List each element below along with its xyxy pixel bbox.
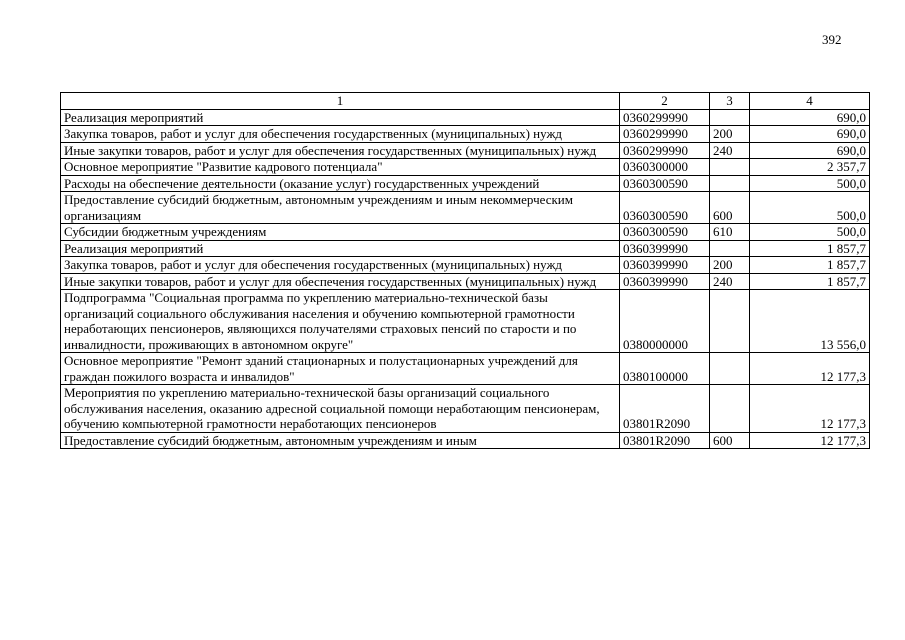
table-row — [61, 142, 870, 159]
budget-table — [60, 92, 870, 449]
row-name: Мероприятия по укреплению материально-технической базы организаций социального обслуживания населения, оказанию адресной социальной помощи неработающим пенсионерам, обучению компьютерной грамотности неработающих пенсионеров — [61, 385, 620, 433]
row-code: 0360300000 — [620, 159, 710, 176]
row-type: 200 — [710, 126, 750, 143]
row-sum: 2 357,7 — [750, 159, 870, 176]
row-name: Закупка товаров, работ и услуг для обеспечения государственных (муниципальных) нужд — [61, 126, 620, 143]
header-col-3: 3 — [710, 93, 750, 110]
row-code: 0360299990 — [620, 126, 710, 143]
page-number: 392 — [822, 32, 842, 47]
row-type: 600 — [710, 432, 750, 449]
table-row — [61, 126, 870, 143]
row-type: 200 — [710, 257, 750, 274]
row-sum: 500,0 — [750, 192, 870, 224]
row-name: Иные закупки товаров, работ и услуг для обеспечения государственных (муниципальных) нужд — [61, 142, 620, 159]
row-type — [710, 290, 750, 353]
table-row — [61, 257, 870, 274]
row-sum: 690,0 — [750, 126, 870, 143]
header-col-4: 4 — [750, 93, 870, 110]
row-code: 0380000000 — [620, 290, 710, 353]
row-code: 0360299990 — [620, 142, 710, 159]
row-name: Иные закупки товаров, работ и услуг для обеспечения государственных (муниципальных) нужд — [61, 273, 620, 290]
row-type — [710, 240, 750, 257]
row-code: 0360399990 — [620, 257, 710, 274]
row-code: 0360300590 — [620, 192, 710, 224]
row-sum: 1 857,7 — [750, 273, 870, 290]
row-name: Реализация мероприятий — [61, 109, 620, 126]
row-type — [710, 109, 750, 126]
row-type: 240 — [710, 273, 750, 290]
table-row — [61, 273, 870, 290]
header-col-1: 1 — [61, 93, 620, 110]
row-name: Расходы на обеспечение деятельности (оказание услуг) государственных учреждений — [61, 175, 620, 192]
row-sum: 12 177,3 — [750, 353, 870, 385]
row-code: 0360399990 — [620, 240, 710, 257]
row-sum: 13 556,0 — [750, 290, 870, 353]
row-code: 0360299990 — [620, 109, 710, 126]
row-name: Основное мероприятие "Развитие кадрового потенциала" — [61, 159, 620, 176]
table-row — [61, 290, 870, 353]
table-row — [61, 353, 870, 385]
row-sum: 1 857,7 — [750, 257, 870, 274]
row-name: Субсидии бюджетным учреждениям — [61, 224, 620, 241]
row-sum: 12 177,3 — [750, 385, 870, 433]
row-type — [710, 385, 750, 433]
table-row — [61, 159, 870, 176]
row-sum: 1 857,7 — [750, 240, 870, 257]
header-col-2: 2 — [620, 93, 710, 110]
row-name: Закупка товаров, работ и услуг для обеспечения государственных (муниципальных) нужд — [61, 257, 620, 274]
row-code: 03801R2090 — [620, 432, 710, 449]
table-row — [61, 385, 870, 433]
row-code: 03801R2090 — [620, 385, 710, 433]
row-name: Предоставление субсидий бюджетным, автономным учреждениям и иным некоммерческим организациям — [61, 192, 620, 224]
row-code: 0360300590 — [620, 224, 710, 241]
row-type — [710, 353, 750, 385]
row-type: 600 — [710, 192, 750, 224]
table-row — [61, 175, 870, 192]
row-code: 0380100000 — [620, 353, 710, 385]
table-row — [61, 240, 870, 257]
table-header-row — [61, 93, 870, 110]
row-sum: 690,0 — [750, 142, 870, 159]
row-sum: 500,0 — [750, 175, 870, 192]
row-type: 610 — [710, 224, 750, 241]
row-type: 240 — [710, 142, 750, 159]
row-code: 0360399990 — [620, 273, 710, 290]
table-row — [61, 192, 870, 224]
row-name: Реализация мероприятий — [61, 240, 620, 257]
table-row — [61, 224, 870, 241]
row-sum: 690,0 — [750, 109, 870, 126]
row-name: Подпрограмма "Социальная программа по укреплению материально-технической базы организаций социального обслуживания населения и обучению компьютерной грамотности неработающих пенсионеров, являющихся получателями страховых пенсий по старости и по инвалидности, проживающих в автономном округе" — [61, 290, 620, 353]
row-type — [710, 175, 750, 192]
row-name: Предоставление субсидий бюджетным, автономным учреждениям и иным — [61, 432, 620, 449]
row-type — [710, 159, 750, 176]
row-sum: 12 177,3 — [750, 432, 870, 449]
table-row — [61, 432, 870, 449]
row-sum: 500,0 — [750, 224, 870, 241]
row-code: 0360300590 — [620, 175, 710, 192]
row-name: Основное мероприятие "Ремонт зданий стационарных и полустационарных учреждений для граждан пожилого возраста и инвалидов" — [61, 353, 620, 385]
table-row — [61, 109, 870, 126]
